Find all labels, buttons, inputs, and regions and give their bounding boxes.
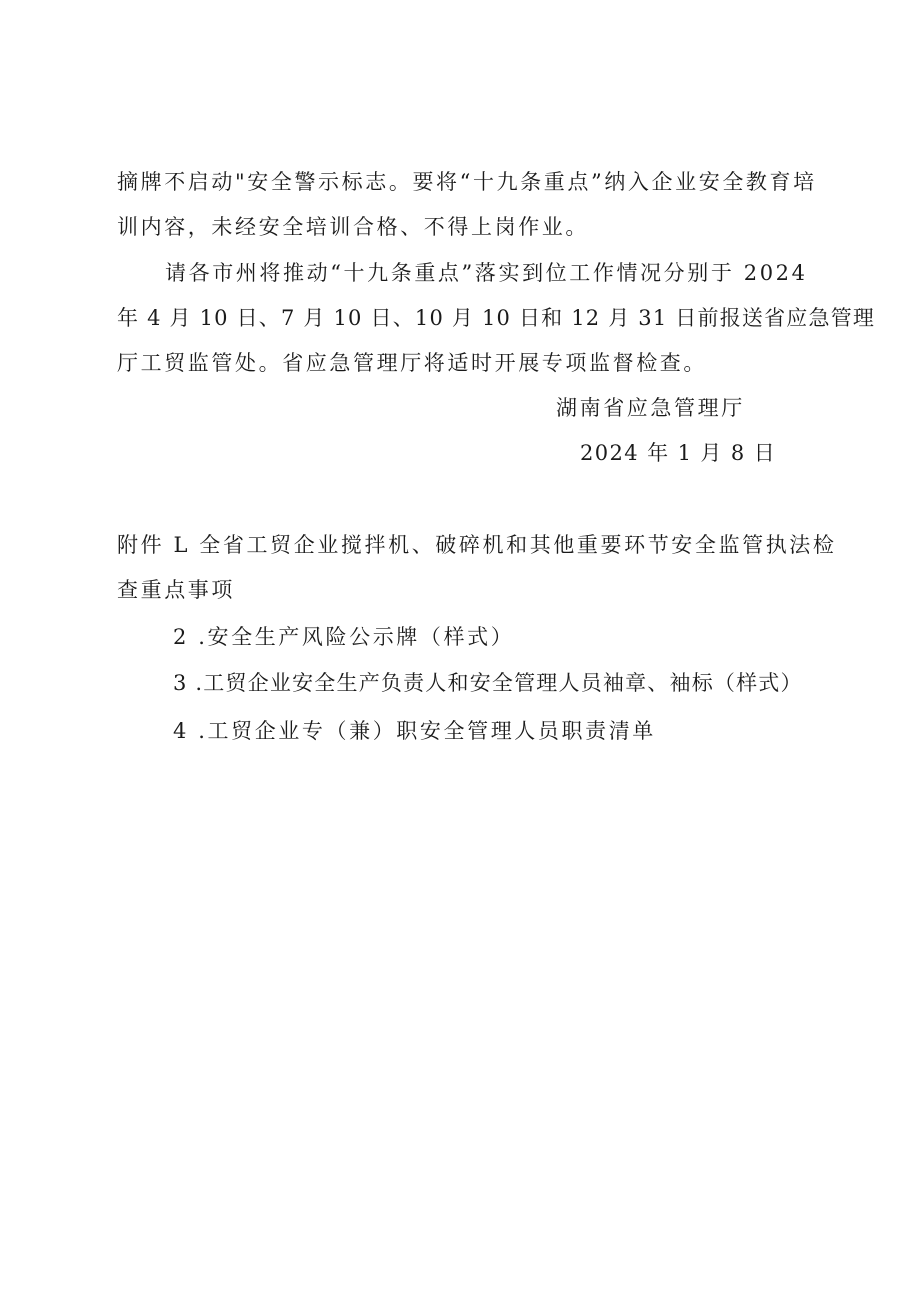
signature-organization: 湖南省应急管理厅 bbox=[556, 396, 745, 420]
paragraph-1-line-2: 训内容，未经安全培训合格、不得上岗作业。 bbox=[117, 215, 589, 239]
paragraph-2-line-2: 年 4 月 10 日、7 月 10 日、10 月 10 日和 12 月 31 日前报送省应急管理 bbox=[117, 306, 876, 330]
attachment-item-4: 4 .工贸企业专（兼）职安全管理人员职责清单 bbox=[173, 719, 656, 743]
attachment-item-1-line-1: 附件 L 全省工贸企业搅拌机、破碎机和其他重要环节安全监管执法检 bbox=[117, 533, 837, 557]
signature-date: 2024 年 1 月 8 日 bbox=[580, 441, 777, 465]
attachment-item-1-line-2: 查重点事项 bbox=[117, 578, 235, 602]
paragraph-2-line-1: 请各市州将推动“十九条重点”落实到位工作情况分别于 2024 bbox=[165, 261, 808, 285]
paragraph-2-line-3: 厅工贸监管处。省应急管理厅将适时开展专项监督检查。 bbox=[117, 351, 707, 375]
attachment-item-2: 2 .安全生产风险公示牌（样式） bbox=[173, 625, 515, 649]
paragraph-1-line-1: 摘牌不启动"安全警示标志。要将“十九条重点”纳入企业安全教育培 bbox=[117, 170, 817, 194]
attachment-item-3: 3 .工贸企业安全生产负责人和安全管理人员袖章、袖标（样式） bbox=[173, 671, 803, 695]
